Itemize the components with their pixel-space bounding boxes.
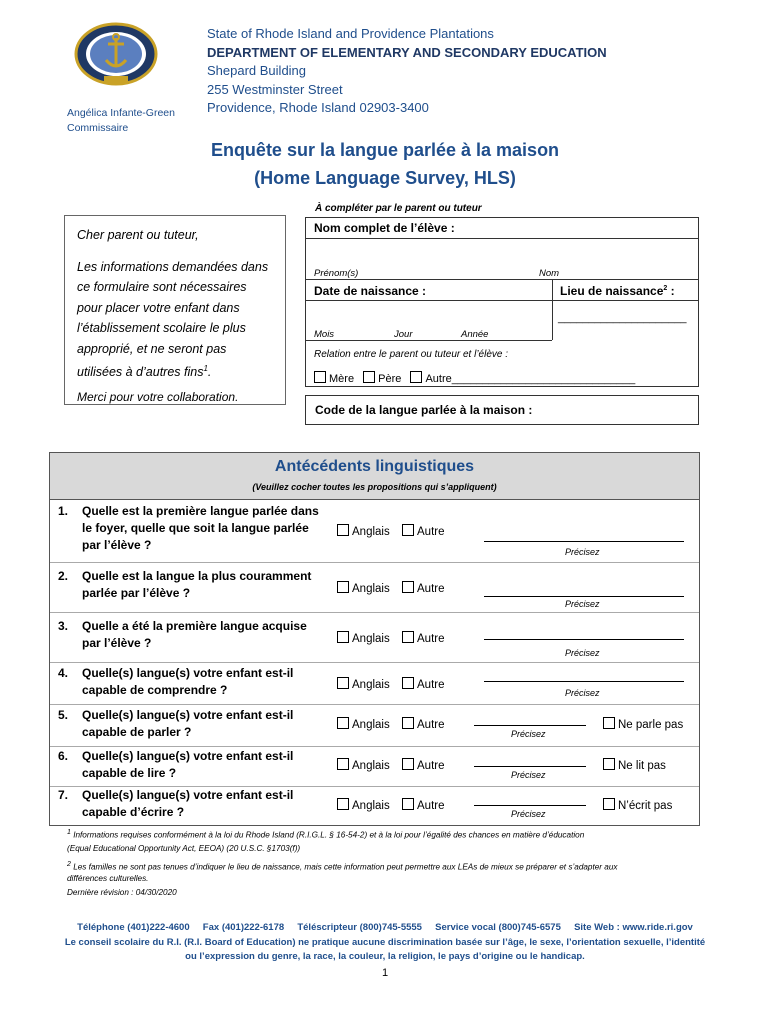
specify-line[interactable] (484, 596, 684, 597)
other-option[interactable] (402, 717, 445, 731)
question-number: 5. (58, 708, 69, 722)
month-hint: Mois (314, 329, 335, 340)
agency-address-block (207, 25, 607, 118)
other-option[interactable] (402, 524, 445, 538)
footnote-ref: 1 (203, 364, 208, 373)
question-number: 1. (58, 504, 69, 518)
other-option[interactable] (402, 758, 445, 772)
footnote-text: Informations requises conformément à la loi du Rhode Island (R.I.G.L. § 16-54-2) et à la loi pour l’égalité des chances en matière d’éducation (73, 830, 585, 840)
commissioner-block (67, 106, 175, 136)
mother-checkbox[interactable] (314, 371, 326, 383)
english-option[interactable] (337, 677, 390, 691)
specify-line[interactable] (474, 725, 586, 726)
english-checkbox[interactable] (337, 798, 349, 810)
nondiscrimination-policy (40, 936, 730, 964)
specify-hint: Précisez (511, 729, 546, 739)
letter-line: pour placer votre enfant dans (77, 300, 240, 315)
question-text (82, 707, 320, 741)
footnote-2-cont: différences culturelles. (67, 874, 149, 883)
father-checkbox[interactable] (363, 371, 375, 383)
question-text (82, 618, 320, 652)
student-info-box (305, 217, 699, 387)
other-relation-checkbox[interactable] (410, 371, 422, 383)
english-label: Anglais (352, 800, 390, 812)
none-label: Ne lit pas (618, 760, 666, 772)
question-row (50, 787, 699, 825)
state-name: State of Rhode Island and Providence Plantations (207, 26, 494, 41)
day-hint: Jour (394, 329, 413, 340)
footnote-2 (67, 858, 618, 875)
other-label: Autre (417, 633, 445, 645)
question-number: 4. (58, 666, 69, 680)
question-line: le foyer, quelle que soit la langue parlée (82, 521, 309, 535)
mother-label: Mère (329, 373, 355, 385)
question-line: Quelle est la langue la plus couramment (82, 569, 312, 583)
language-code-field[interactable] (305, 395, 699, 425)
letter-line-text: utilisées à d’autres fins (77, 365, 204, 380)
last-name-hint: Nom (539, 268, 560, 279)
other-label: Autre (417, 800, 445, 812)
other-checkbox[interactable] (402, 758, 414, 770)
divider (552, 300, 698, 301)
relation-mother-option[interactable] (314, 373, 354, 385)
question-row (50, 563, 699, 613)
year-hint: Année (461, 329, 489, 340)
complete-note: À compléter par le parent ou tuteur (315, 203, 482, 214)
specify-hint: Précisez (565, 688, 600, 698)
other-checkbox[interactable] (402, 677, 414, 689)
specify-hint: Précisez (565, 648, 600, 658)
english-checkbox[interactable] (337, 677, 349, 689)
specify-line[interactable] (474, 805, 586, 806)
english-checkbox[interactable] (337, 717, 349, 729)
english-label: Anglais (352, 760, 390, 772)
building-name: Shepard Building (207, 63, 307, 78)
commissioner-title: Commissaire (67, 122, 129, 134)
other-relation-label: Autre______________________________ (425, 373, 636, 385)
footnote-1-cont: (Equal Educational Opportunity Act, EEOA) (20 U.S.C. §1703(f)) (67, 844, 301, 853)
other-option[interactable] (402, 631, 445, 645)
policy-line: Le conseil scolaire du R.I. (R.I. Board of Education) ne pratique aucune discrimination basée sur l’âge, le sexe, l’orientation sexuelle, l’identité (64, 937, 706, 948)
other-checkbox[interactable] (402, 717, 414, 729)
none-checkbox[interactable] (603, 798, 615, 810)
other-checkbox[interactable] (402, 631, 414, 643)
revision-date: Dernière révision : 04/30/2020 (67, 888, 177, 897)
letter-thanks: Merci pour votre collaboration. (77, 389, 239, 404)
birthplace-label (560, 284, 675, 298)
relation-label: Relation entre le parent ou tuteur et l’élève : (314, 349, 509, 360)
language-background-table (49, 452, 700, 826)
question-line: Quelle est la première langue parlée dans (82, 504, 319, 518)
english-label: Anglais (352, 526, 390, 538)
question-text (82, 787, 320, 821)
question-text (82, 748, 320, 782)
specify-line[interactable] (484, 541, 684, 542)
question-line: capable de parler ? (82, 725, 192, 739)
question-row (50, 747, 699, 787)
letter-line-end: . (207, 365, 212, 380)
none-checkbox[interactable] (603, 717, 615, 729)
student-name-field[interactable] (307, 239, 697, 267)
other-option[interactable] (402, 581, 445, 595)
other-option[interactable] (402, 798, 445, 812)
other-label: Autre (417, 760, 445, 772)
question-line: capable d’écrire ? (82, 805, 185, 819)
specify-hint: Précisez (565, 547, 600, 557)
none-option[interactable] (603, 798, 672, 812)
english-option[interactable] (337, 798, 390, 812)
question-line: parlée par l’élève ? (82, 586, 191, 600)
question-line: par l’élève ? (82, 636, 152, 650)
question-line: Quelle(s) langue(s) votre enfant est-il (82, 666, 294, 680)
divider (306, 279, 698, 280)
none-checkbox[interactable] (603, 758, 615, 770)
question-text (82, 665, 320, 699)
english-label: Anglais (352, 719, 390, 731)
specify-hint: Précisez (511, 770, 546, 780)
english-option[interactable] (337, 717, 390, 731)
question-number: 2. (58, 569, 69, 583)
none-option[interactable] (603, 717, 683, 731)
specify-line[interactable] (484, 639, 684, 640)
other-label: Autre (417, 679, 445, 691)
street-address: 255 Westminster Street (207, 81, 343, 97)
english-label: Anglais (352, 679, 390, 691)
english-option[interactable] (337, 758, 390, 772)
english-checkbox[interactable] (337, 631, 349, 643)
english-option[interactable] (337, 524, 390, 538)
dob-field[interactable] (307, 301, 551, 329)
english-label: Anglais (352, 583, 390, 595)
survey-title: Enquête sur la langue parlée à la maison (210, 140, 560, 160)
divider (306, 340, 552, 341)
question-number: 7. (58, 788, 69, 802)
letter-line: ce formulaire sont nécessaires (77, 280, 247, 294)
question-line: capable de comprendre ? (82, 683, 228, 697)
footnote-1 (67, 826, 584, 843)
student-name-label: Nom complet de l’élève : (314, 221, 455, 235)
other-label: Autre (417, 526, 445, 538)
specify-hint: Précisez (511, 809, 546, 819)
other-label: Autre (417, 719, 445, 731)
birthplace-colon: : (667, 284, 675, 298)
relation-father-option[interactable] (363, 373, 401, 385)
question-row (50, 663, 699, 705)
rhode-island-seal-logo (72, 18, 160, 90)
table-header (50, 453, 699, 500)
page-number: 1 (381, 967, 389, 979)
english-option[interactable] (337, 581, 390, 595)
question-row (50, 613, 699, 663)
father-label: Père (378, 373, 402, 385)
english-checkbox[interactable] (337, 758, 349, 770)
question-line: Quelle a été la première langue acquise (82, 619, 307, 633)
other-checkbox[interactable] (402, 524, 414, 536)
question-row (50, 705, 699, 747)
footnote-mark: 1 (67, 829, 71, 836)
question-row (50, 499, 699, 563)
specify-hint: Précisez (565, 599, 600, 609)
english-label: Anglais (352, 633, 390, 645)
policy-line: ou l’expression du genre, la race, la couleur, la religion, le pays d’origine ou le handicap. (185, 951, 585, 962)
question-text (82, 503, 320, 554)
commissioner-name: Angélica Infante-Green (67, 107, 175, 119)
table-subtitle: (Veuillez cocher toutes les propositions qui s’appliquent) (252, 482, 497, 492)
relation-options (314, 371, 635, 385)
letter-line: approprié, et ne seront pas (77, 341, 227, 356)
none-option[interactable] (603, 758, 666, 772)
city-address: Providence, Rhode Island 02903-3400 (207, 100, 429, 115)
divider (552, 279, 553, 340)
footnote-mark: 2 (67, 861, 71, 868)
letter-line-last (77, 359, 273, 383)
contact-line: Téléphone (401)222-4600 Fax (401)222-6178 Téléscripteur (800)745-5555 Service vocal (800)745-6575 Site Web : www.ride.ri.gov (77, 922, 693, 933)
english-option[interactable] (337, 631, 390, 645)
department-name: DEPARTMENT OF ELEMENTARY AND SECONDARY EDUCATION (207, 44, 607, 60)
question-number: 3. (58, 619, 69, 633)
specify-line[interactable] (484, 681, 684, 682)
question-text (82, 568, 320, 602)
letter-line: l’établissement scolaire le plus (77, 321, 246, 335)
other-checkbox[interactable] (402, 581, 414, 593)
english-checkbox[interactable] (337, 581, 349, 593)
survey-subtitle: (Home Language Survey, HLS) (254, 168, 516, 188)
none-label: N’écrit pas (618, 800, 673, 812)
relation-other-option[interactable] (410, 373, 635, 385)
language-code-label: Code de la langue parlée à la maison : (315, 403, 533, 417)
birthplace-field[interactable]: _____________________ (558, 312, 687, 324)
question-line: capable de lire ? (82, 766, 177, 780)
question-line: Quelle(s) langue(s) votre enfant est-il (82, 749, 294, 763)
question-line: Quelle(s) langue(s) votre enfant est-il (82, 708, 294, 722)
dob-label: Date de naissance : (314, 284, 427, 298)
letter-line: Les informations demandées dans (77, 259, 269, 274)
other-checkbox[interactable] (402, 798, 414, 810)
table-title: Antécédents linguistiques (274, 458, 475, 475)
question-number: 6. (58, 749, 69, 763)
other-option[interactable] (402, 677, 445, 691)
first-name-hint: Prénom(s) (314, 268, 359, 279)
parent-letter-box (64, 215, 286, 405)
question-line: Quelle(s) langue(s) votre enfant est-il (82, 788, 294, 802)
other-label: Autre (417, 583, 445, 595)
footnote-ref: 2 (663, 285, 668, 292)
question-line: par l’élève ? (82, 538, 152, 552)
footnote-text: Les familles ne sont pas tenues d’indiquer le lieu de naissance, mais cette information peut permettre aux LEAs de mieux se préparer et s’adapter aux (73, 862, 618, 872)
none-label: Ne parle pas (618, 719, 684, 731)
specify-line[interactable] (474, 766, 586, 767)
letter-greeting: Cher parent ou tuteur, (77, 228, 199, 242)
birthplace-label-text: Lieu de naissance (560, 284, 664, 298)
english-checkbox[interactable] (337, 524, 349, 536)
